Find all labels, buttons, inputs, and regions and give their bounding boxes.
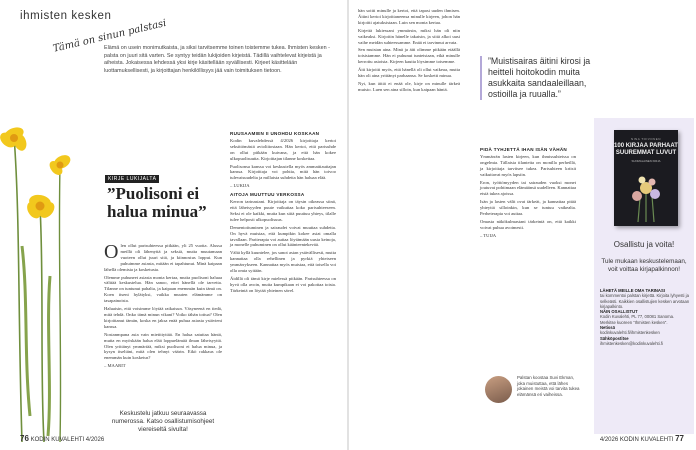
contest-lead: Tule mukaan keskustelemaan, voit voittaa kirjapalkinnon! xyxy=(601,258,687,273)
book-subtitle: SUOMALAINEN KIRJA xyxy=(631,159,661,163)
reader-replies-column xyxy=(230,128,336,296)
letter-paragraph: Olemme puhuneet asiasta monta kertaa, mutta puolisoni haluaa välttää keskustelua. Hän sanoo, ettei hänellä ole tarvetta. Tilanne on tuntunut pahalta, ja kaipaan enemmän kuin tämä on. Koen itseni hylätyksi, vaikka muuten elämämme on tasapainoista. xyxy=(104,274,222,304)
letter-signature: – MAARIT xyxy=(104,363,126,369)
reply-paragraph: Kirjettä lukiessani ymmärsin, miksi hän oli niin vaikeaksi. Kirjoitin hänelle takaisin, ja siitä alkoi uusi vaihe meidän suhteessamme. Enää ei tarvinnut arvata. xyxy=(358,27,460,45)
reply-paragraph: Äiti kirjoitti myös, että hänellä oli ollut vaikeaa, mutta hän oli aina yrittänyt parhaansa. Se kosketti minua. xyxy=(358,67,460,79)
reply-paragraph: Puolisonsa kanssa voi keskustella myös ammattiauttajan kanssa. Kirjoittaja voi pohtia, mitä hän toivoo tulevaisuudelta ja millaista suhdetta hän haluaa elää. xyxy=(230,163,336,181)
folio-left xyxy=(20,434,104,443)
author-bio: Palstan koostaa Suvi Ekman, joka muistuttaa, että lähes jokainen meistä voi tarvita tukea elämänsä eri vaiheissa. xyxy=(517,375,580,397)
next-issue-note: Keskustelu jatkuu seuraavassa numerossa. Katso osallistumisohjeet viereiseltä sivulta! xyxy=(111,410,215,433)
reply-paragraph: Dementoituminen ja sairaudet voivat muuttaa suhdetta. On hyvä muistaa, että kumpikin kokee asiat omalla tavallaan. Pariterapia voi auttaa löytämään uusia keinoja, ja monelle puhuminen on ollut käänteentekevää. xyxy=(230,224,336,248)
rubric-label: KIRJE LUKIJALTA xyxy=(105,175,159,183)
folio-right xyxy=(600,434,684,443)
reply-signature: – TUIJA xyxy=(480,232,497,238)
letter-paragraph: len ollut parisuhteessa pitkään, yli 25 vuotta. Alussa meillä oli lähenyttä ja seksiä, mutta muutamaan vuoteen ollut juuri sitä, ja kiinnostus loppui. Kun puhuimme asiasta, mitään ei tapahtunut. Minä kaipaan lähellä olemista ja kosketusta. xyxy=(104,243,222,272)
reply-signature: – LUKIJA xyxy=(230,183,250,189)
contest-rules xyxy=(600,288,690,346)
email-link[interactable]: ihmistenkesken@kodinkuvalehti.fi xyxy=(600,340,663,346)
pull-quote: ”Muistisairas äitini kirosi ja heitteli hoitokodin muita asukkaita sandaaleillaan, ostioilla ja ruualla.” xyxy=(480,56,598,100)
page-number: 76 xyxy=(20,434,29,443)
headline: ”Puolisoni ei halua minua” xyxy=(107,184,207,221)
publication-name: 4/2026 KODIN KUVALEHTI xyxy=(599,437,674,443)
prize-book-cover xyxy=(614,130,678,226)
web-label: Netissä xyxy=(600,325,615,331)
reply-paragraph: Vältä kyllä kuuntelee, jos sanot asian ystävällisesti, mutta kannattaa olla rehellinen ja pyrkiä yhteiseen ymmärrykseen. Kannattaa myös muistaa, että toisella voi olla omia syitään. xyxy=(230,250,337,274)
reply-column-continued xyxy=(358,8,460,95)
reply-paragraph: Omasta näkökulmastani tärkeintä on, että kaikki voivat puhua avoimesti. xyxy=(480,218,576,230)
reply-paragraph: Isän ja lasten välit ovat tärkeät, ja kannattaa pitää yhteyttä silloinkin, kun se tuntuu vaikealta. Perheterapia voi auttaa. xyxy=(480,199,576,217)
reply-paragraph: Sen muistan aina. Minä ja äiti olimme pitkään etäällä toisistamme. Hän ei puhunut tunteistaan, eikä minulle kerrottu asioista. Kirjeen kautta löysimme toisemme. xyxy=(358,47,460,65)
reply-paragraph: Eron, työttömyyden tai sairauden vuoksi monet joutuvat pohtimaan elämäänsä uudelleen. Kannattaa etsiä tukea ajoissa. xyxy=(480,179,576,197)
address-text: Kodin Kuvalehti, PL 77, 00081 Sanoma. Merkitse kuoreen ”Ihmisten kesken”. xyxy=(600,314,675,325)
reply-paragraph: Kerron tarinastani. Kirjoittaja on täysin oikeassa siinä, että läheisyyden puute vaikuttaa koko parisuhteeseen. Seksi ei ole kaikki, mutta kun siitä puuttuu yhteys, tilalle tulee helposti ulkopuolisuus. xyxy=(230,199,336,222)
column-script-title: Tämä on sinun palstasi xyxy=(52,17,168,55)
book-flowers-icon xyxy=(622,166,670,222)
reply-column-right xyxy=(480,144,576,241)
drop-cap: O xyxy=(104,241,119,263)
rules-title: LÄHETÄ MEILLE OMA TARINASI xyxy=(600,288,665,293)
letter-paragraph: Nostanmpana asia vain mietittyttää. En halua satuttaa häntä, mutta en myöskään halua elää loppuelämää ilman läheisyyttä. Olen yrittänyt ymmärtää, miksi puolisoni ei halua minua, ja kysyn itseltäni, mitä olen tehnyt väärin. Eikö rakkaus ole enemmän kuin kosketus? xyxy=(104,331,222,361)
rules-text: tai kommentoi palstan kirjettä. Kirjoita lyhyesti ja selkeästi. Kaikkien osallistujien kesken arvotaan kirjapalkinto. xyxy=(600,293,690,309)
daffodils-illustration xyxy=(0,96,82,442)
reply-heading: AITOJA MUUTTUU VERKOSSA xyxy=(230,192,305,198)
reply-heading: PIDÄ TYHJETTÄ IHAN ISÄN VÄHÄN xyxy=(480,147,568,152)
section-title: ihmisten kesken xyxy=(20,10,112,22)
daffodil-photo xyxy=(0,96,82,442)
reply-paragraph: Äidillä oli tämä kirje mielessä pitkään. Parisuhteessa on hyvä olla avoin, mutta kumpikaan ei voi pakottaa toista. Tärkeintä on löytää yhteinen sävel. xyxy=(230,275,336,293)
reply-paragraph: Nyt, kun äitiä ei enää ole, kirje on minulle tärkeä muisto. Luen sen aina silloin, kun kaipaan häntä. xyxy=(358,80,460,92)
book-title: 100 KIRJAA PARHAAT SUUREMMAT LUVUT xyxy=(614,143,678,156)
publication-name: KODIN KUVALEHTI 4/2026 xyxy=(30,437,105,443)
address-title: NÄIN OSALLISTUT xyxy=(600,309,638,315)
email-label: Sähköpostitse xyxy=(600,335,629,341)
reply-paragraph: Kodin kuvalehdessä 4/2026 kirjoittaja kertoi seksittömästä avioliitostaan. Hän kertoi, että parisuhde on ollut pitkään kuivana, ja että hän kokee ulkopuolisuutta. Kirjoittajan tilanne koskettaa. xyxy=(230,137,336,161)
intro-text: Elämä on usein monimutkaista, ja siksi tarvitsemme toinen toistemme tukea. Ihmisten kesken -palsta on juuri sitä varten. Se syntyy teidän lukijoiden kirjeistä. Tädillä vaihtelevat kirjeistä ja aiheista. Jokaisessa lehdessä yksi kirje käsitellään syvällisesti. Kirjeet käsittelään luottamuksellisesti, ja kirjoittajan henkilöllisyys jää vain toimituksen tietoon. xyxy=(104,45,330,74)
letter-column xyxy=(104,243,222,371)
web-link[interactable]: kodinkuvalehti.fi/ihmistenkesken xyxy=(600,330,660,336)
reply-paragraph: Ymmärrän lasten kirjeen, kun ihmissuhteissa on ongelmia. Tällaisia tilanteita on monilla perheillä, ja kirjoittaja tarvitsee tukea. Parisuhteen kriisit vaikuttavat myös lapsiin. xyxy=(480,153,576,177)
reply-paragraph: hän soitti minulle ja kertoi, että tapasi uuden ihmisen. Äitini kertoi kirjoittaneensa minulle kirjeen, johon hän kirjoitti ajatuksistaan. Luin sen monta kertaa. xyxy=(358,8,460,25)
page-number: 77 xyxy=(675,434,684,443)
reply-heading: RUUSAAMIEN II UNOHDU KOSKAAN xyxy=(230,131,320,136)
contest-heading: Osallistu ja voita! xyxy=(613,240,675,249)
book-author: NINA TOIVONEN xyxy=(631,137,661,141)
letter-paragraph: Haluaisin, että voisimme löytää ratkaisun. Väsyneenä en tiedä, mitä tehdä. Onko tämä minun vikani? Voiko tähän tottua? Olen kirjoittanut tämän, koska en jaksa enää puhua asiasta ystävieni kanssa. xyxy=(104,306,222,329)
spine-divider xyxy=(347,0,349,450)
author-avatar xyxy=(485,376,512,403)
